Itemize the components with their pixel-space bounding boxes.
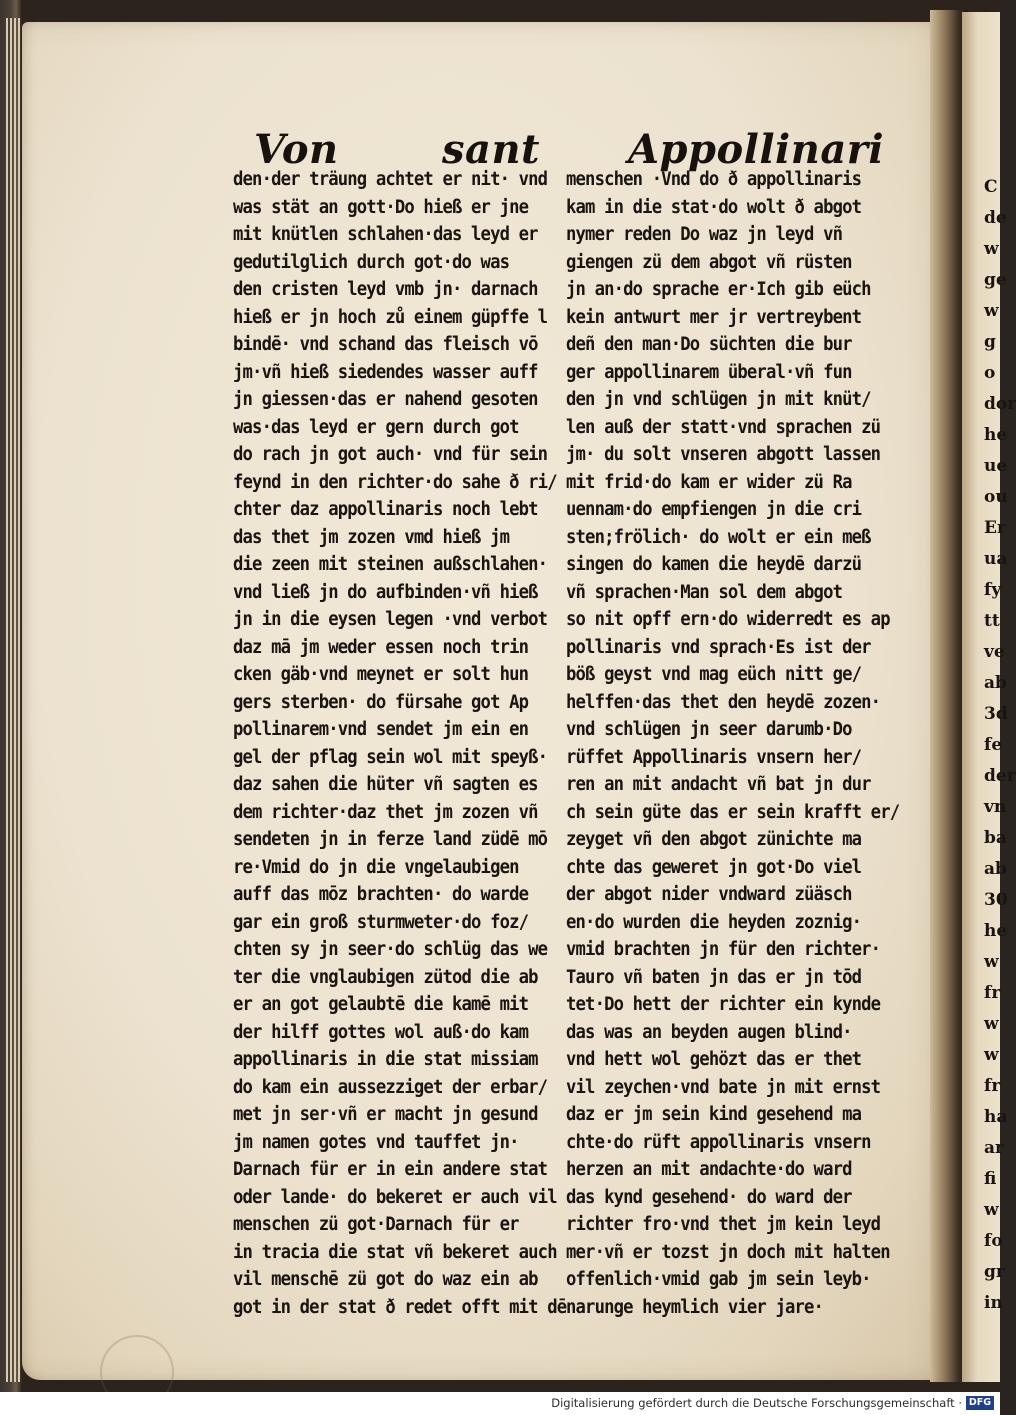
facing-page-fragment: o <box>984 363 996 383</box>
text-line: gel der pflag sein wol mit speyß· <box>233 746 548 768</box>
text-line: das was an beyden augen blind· <box>566 1021 852 1043</box>
facing-page-fragment: dor <box>984 394 1016 414</box>
text-line: mit frid·do kam er wider zü Ra <box>566 471 852 493</box>
facing-page-fragment: ou <box>984 487 1008 507</box>
page-edge <box>14 18 16 1382</box>
text-line: böß geyst vnd mag eüch nitt ge/ <box>566 664 862 685</box>
text-line: vmid brachten jn für den richter· <box>566 939 881 960</box>
facing-page-fragment: fe <box>984 735 1003 755</box>
facing-page-fragment: w <box>984 239 999 259</box>
text-line: uennam·do empfiengen jn die cri <box>566 499 862 520</box>
text-line: giengen zü dem abgot vñ rüsten <box>566 251 852 273</box>
facing-page-fragment: gr <box>984 1262 1005 1282</box>
text-line: er an got gelaubtē die kamē mit <box>233 994 529 1015</box>
text-line: kam in die stat·do wolt ð abgot <box>566 196 862 218</box>
text-line: rüffet Appollinaris vnsern her/ <box>566 746 862 768</box>
facing-page-fragment: 30 <box>984 890 1008 910</box>
facing-page-fragment: fi <box>984 1169 997 1189</box>
text-line: daz sahen die hüter vñ sagten es <box>233 774 538 795</box>
facing-page-fragment: fr <box>984 1076 1001 1096</box>
text-line: deñ den man·Do süchten die bur <box>566 334 852 355</box>
facing-page-fragment: g <box>984 332 996 352</box>
facing-page-fragment: 3d <box>984 704 1008 724</box>
text-line: chten sy jn seer·do schlüg das we <box>233 939 548 960</box>
text-line: sendeten jn in ferze land züdē mō <box>233 829 548 850</box>
facing-page-fragment: he <box>984 425 1008 445</box>
text-line: menschen ·Vnd do ð appollinaris <box>566 169 862 190</box>
facing-page-fragment: ba <box>984 828 1007 848</box>
text-line: jm namen gotes vnd tauffet jn· <box>233 1131 519 1153</box>
text-line: die zeen mit steinen außschlahen· <box>233 554 548 575</box>
page-edge <box>18 18 20 1382</box>
text-line: sten;frölich· do wolt er ein meß <box>566 526 871 548</box>
text-line: bindē· vnd schand das fleisch vō <box>233 334 538 355</box>
text-line: zeyget vñ den abgot zünichte ma <box>566 829 862 850</box>
footer-bar <box>0 1392 1000 1415</box>
facing-page-fragment: fy <box>984 580 1002 600</box>
text-line: den cristen leyd vmb jn· darnach <box>233 279 538 300</box>
text-line: nymer reden Do waz jn leyd vñ <box>566 224 843 245</box>
facing-page-fragment: vn <box>984 797 1007 817</box>
text-line: der hilff gottes wol auß·do kam <box>233 1021 529 1043</box>
text-line: vnd schlügen jn seer darumb·Do <box>566 719 852 740</box>
text-line: jm·vñ hieß siedendes wasser auff <box>233 361 538 383</box>
text-line: was·das leyd er gern durch got <box>233 416 519 438</box>
text-line: jn giessen·das er nahend gesoten <box>233 389 538 410</box>
text-line: singen do kamen die heydē darzü <box>566 554 862 575</box>
text-column-left <box>233 166 566 1321</box>
facing-page-fragment: ue <box>984 456 1008 476</box>
facing-page-edge <box>962 12 1016 1382</box>
facing-page-fragment: tt <box>984 611 1000 631</box>
text-line: oder lande· do bekeret er auch vil <box>233 1186 557 1208</box>
text-line: ren an mit andacht vñ bat jn dur <box>566 774 871 795</box>
text-line: cken gäb·vnd meynet er solt hun <box>233 664 529 685</box>
text-line: re·Vmid do jn die vngelaubigen <box>233 856 519 878</box>
facing-page-fragment: Er <box>984 518 1006 538</box>
text-line: tet·Do hett der richter ein kynde <box>566 994 881 1015</box>
text-line: den jn vnd schlügen jn mit knüt/ <box>566 389 871 410</box>
text-line: daz mā jm weder essen noch trin <box>233 636 529 658</box>
text-line: chte·do rüft appollinaris vnsern <box>566 1131 871 1153</box>
text-line: ger appollinarem überal·vñ fun <box>566 361 852 383</box>
facing-page-fragment: de <box>984 208 1007 228</box>
text-line: len auß der statt·vnd sprachen zü <box>566 416 881 438</box>
facing-page-fragment: ge <box>984 270 1007 290</box>
text-line: jn in die eysen legen ·vnd verbot <box>233 609 548 630</box>
facing-page-text <box>962 172 1016 1319</box>
text-line: Tauro vñ baten jn das er jn tōd <box>566 966 862 988</box>
text-line: en·do wurden die heyden zoznig· <box>566 911 862 933</box>
text-line: was stät an gott·Do hieß er jne <box>233 196 529 218</box>
text-line: der abgot nider vndward züäsch <box>566 884 852 905</box>
text-line: ch sein güte das er sein krafft er/ <box>566 801 900 823</box>
text-line: vñ sprachen·Man sol dem abgot <box>566 581 843 603</box>
dfg-logo: DFG <box>966 1396 994 1410</box>
facing-page-fragment: fo <box>984 1231 1003 1251</box>
text-line: ter die vnglaubigen zütod die ab <box>233 966 538 988</box>
facing-page-fragment: w <box>984 1014 999 1034</box>
text-line: helffen·das thet den heydē zozen· <box>566 691 881 713</box>
facing-page-fragment: w <box>984 301 999 321</box>
funding-notice: Digitalisierung gefördert durch die Deutsche Forschungsgemeinschaft · <box>551 1396 962 1410</box>
text-column-right <box>566 166 899 1321</box>
facing-page-fragment: ab <box>984 673 1007 693</box>
facing-page-fragment: ab <box>984 859 1007 879</box>
text-line: mit knütlen schlahen·das leyd er <box>233 224 538 245</box>
text-line: gar ein groß sturmweter·do foz/ <box>233 911 529 933</box>
facing-page-fragment: fr <box>984 983 1001 1003</box>
text-line: hieß er jn hoch zů einem güpffe l <box>233 306 548 328</box>
text-line: vil menschē zü got do waz ein ab <box>233 1269 538 1290</box>
facing-page-fragment: w <box>984 952 999 972</box>
facing-page-fragment: w <box>984 1045 999 1065</box>
header-middle: sant <box>442 126 540 173</box>
text-line: den·der träung achtet er nit· vnd <box>233 169 548 190</box>
facing-page-fragment: ua <box>984 549 1008 569</box>
text-line: dem richter·daz thet jm zozen vñ <box>233 801 538 823</box>
header-left: Von <box>254 126 339 173</box>
text-line: mer·vñ er tozst jn doch mit halten <box>566 1241 890 1263</box>
facing-page-fragment: ha <box>984 1107 1008 1127</box>
text-line: vnd hett wol gehözt das er thet <box>566 1049 862 1070</box>
text-line: jm· du solt vnseren abgott lassen <box>566 444 881 465</box>
header-right: Appollinari <box>628 126 885 173</box>
text-line: menschen zü got·Darnach für er <box>233 1214 519 1235</box>
text-line: pollinaris vnd sprach·Es ist der <box>566 636 871 658</box>
text-line: herzen an mit andachte·do ward <box>566 1159 852 1180</box>
text-line: pollinarem·vnd sendet jm ein en <box>233 719 529 740</box>
text-line: gedutilglich durch got·do was <box>233 251 510 273</box>
text-line: met jn ser·vñ er macht jn gesund <box>233 1104 538 1125</box>
facing-page-fragment: in <box>984 1293 1003 1313</box>
page-edge <box>10 18 12 1382</box>
facing-page-fragment: ve <box>984 642 1005 662</box>
text-line: so nit opff ern·do widerredt es ap <box>566 609 890 630</box>
facing-page-fragment: he <box>984 921 1008 941</box>
facing-page-fragment: w <box>984 1200 999 1220</box>
text-line: gers sterben· do fürsahe got Ap <box>233 691 529 713</box>
text-line: got in der stat ð redet offt mit dē <box>233 1296 567 1318</box>
text-line: jn an·do sprache er·Ich gib eüch <box>566 279 871 300</box>
text-line: chter daz appollinaris noch lebt <box>233 499 538 520</box>
text-line: appollinaris in die stat missiam <box>233 1049 538 1070</box>
text-line: das kynd gesehend· do ward der <box>566 1186 852 1208</box>
text-line: do kam ein aussezziget der erbar/ <box>233 1076 548 1098</box>
text-line: richter fro·vnd thet jm kein leyd <box>566 1214 881 1235</box>
page-edge <box>6 18 8 1382</box>
text-line: vil zeychen·vnd bate jn mit ernst <box>566 1076 881 1098</box>
facing-page-fragment: ar <box>984 1138 1004 1158</box>
text-line: in tracia die stat vñ bekeret auch <box>233 1241 557 1263</box>
text-line: daz er jm sein kind gesehend ma <box>566 1104 862 1125</box>
text-line: offenlich·vmid gab jm sein leyb· <box>566 1269 871 1290</box>
facing-page-fragment: C <box>984 177 998 197</box>
text-line: narunge heymlich vier jare· <box>566 1296 824 1318</box>
facing-page-fragment: der <box>984 766 1016 786</box>
text-line: Darnach für er in ein andere stat <box>233 1159 548 1180</box>
text-line: auff das mōz brachten· do warde <box>233 884 529 905</box>
text-line: feynd in den richter·do sahe ð ri/ <box>233 471 557 493</box>
text-line: chte das geweret jn got·Do viel <box>566 856 862 878</box>
text-line: do rach jn got auch· vnd für sein <box>233 444 548 465</box>
text-line: kein antwurt mer jr vertreybent <box>566 306 862 328</box>
text-line: vnd ließ jn do aufbinden·vñ hieß <box>233 581 538 603</box>
text-line: das thet jm zozen vmd hieß jm <box>233 526 510 548</box>
